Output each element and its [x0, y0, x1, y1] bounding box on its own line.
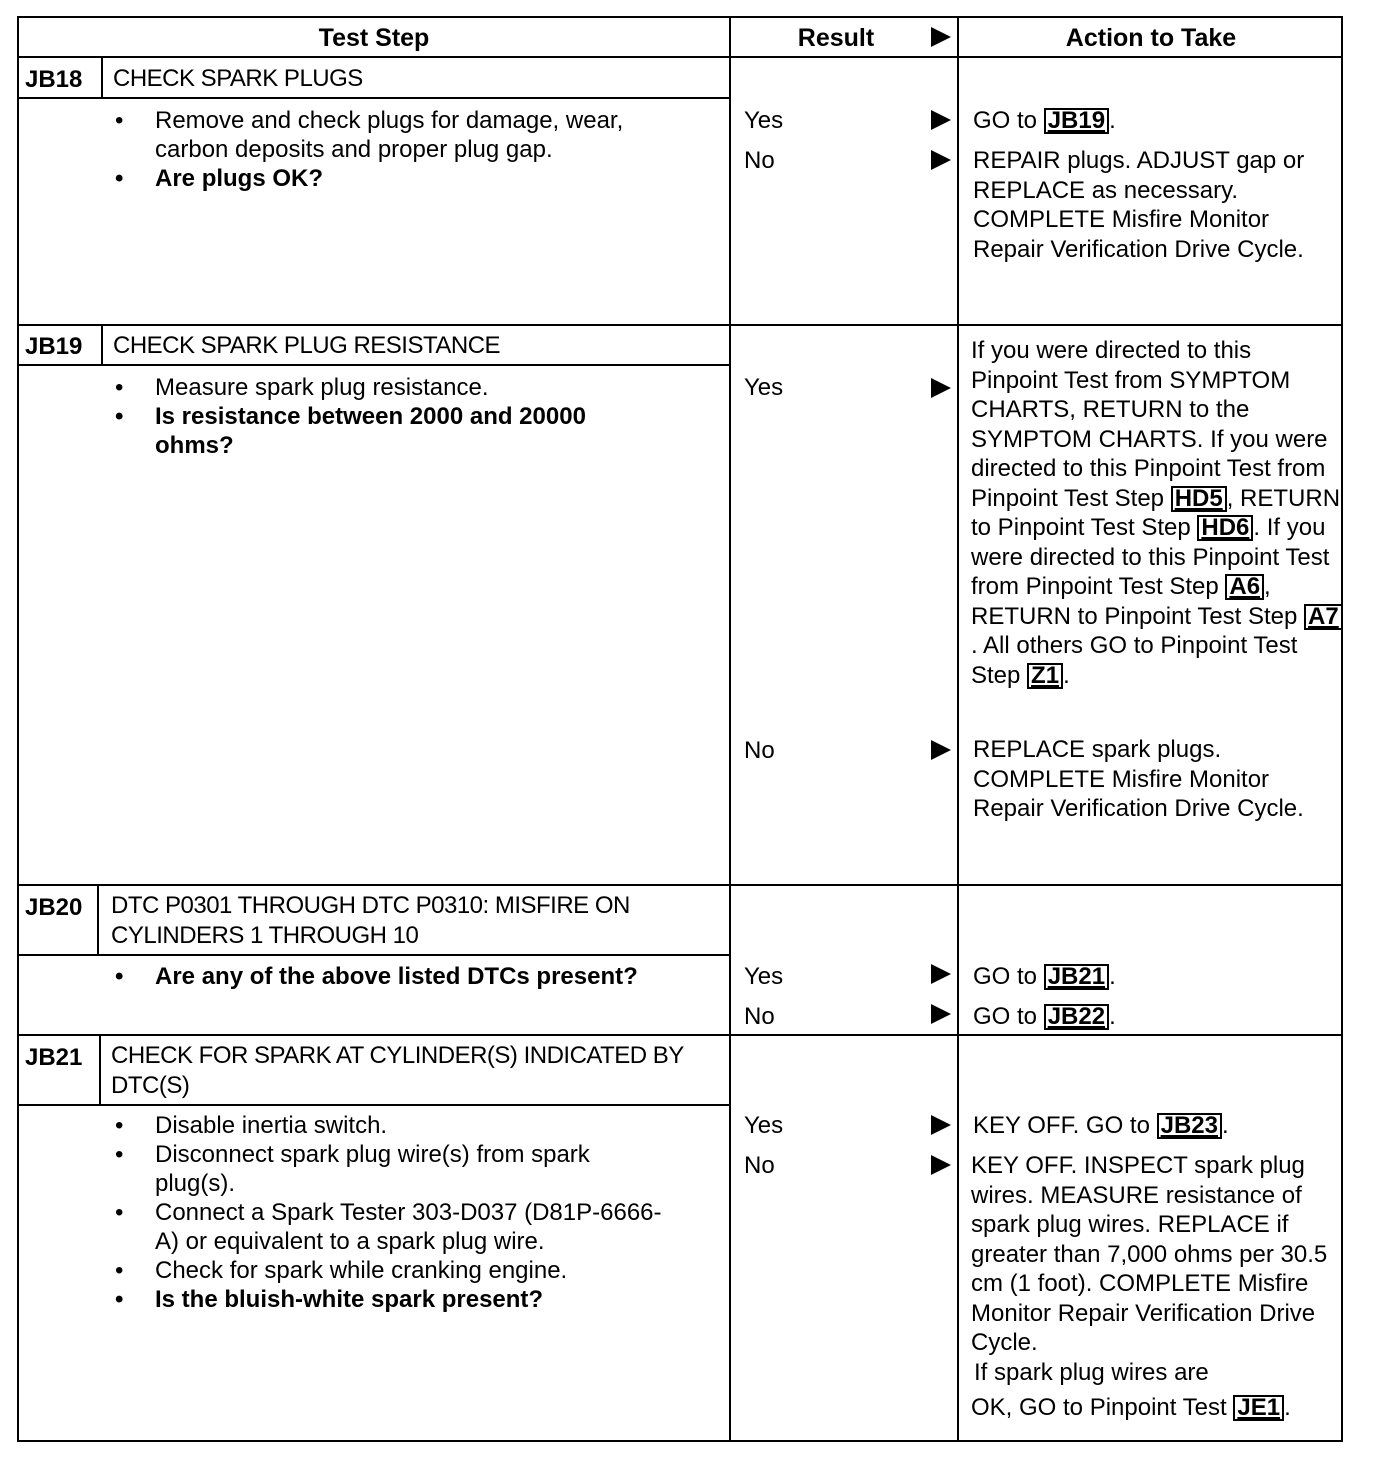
bullet-list-jb20 [103, 962, 723, 991]
step-id-jb19: JB19 [25, 333, 83, 360]
list-item: • Measure spark plug resistance. [103, 373, 643, 402]
result-no-jb19: No [744, 737, 775, 764]
arrow-icon [931, 1115, 951, 1135]
column-divider-result [729, 18, 731, 1440]
action-text: . [1109, 107, 1116, 134]
step-ref-z1[interactable]: Z1 [1027, 663, 1063, 689]
action-text: , RETURN to Pinpoint Test Step [971, 573, 1305, 630]
step-ref-jb23[interactable]: JB23 [1157, 1113, 1222, 1139]
action-text: If spark plug wires are [974, 1358, 1209, 1386]
header-result: Result [797, 24, 875, 52]
list-item: • Are plugs OK? [103, 164, 683, 193]
result-yes-jb19: Yes [744, 374, 784, 401]
row-rule [19, 1034, 1341, 1036]
column-divider-action [957, 18, 959, 1440]
action-text: . All others GO to Pinpoint Test Step [971, 632, 1298, 689]
arrow-icon [931, 110, 951, 130]
action-no-jb19: REPLACE spark plugs. COMPLETE Misfire Monitor Repair Verification Drive Cycle. [973, 736, 1304, 822]
action-text-block [971, 366, 1343, 691]
action-text: , RETURN to Pinpoint Test Step [971, 484, 1341, 541]
action-text: GO to [973, 963, 1044, 990]
action-text: KEY OFF. GO to [973, 1112, 1157, 1139]
action-yes-jb18 [973, 106, 1116, 136]
bullet-list-jb19 [103, 373, 643, 460]
arrow-icon [931, 150, 951, 170]
arrow-icon [931, 1155, 951, 1175]
step-id-jb21: JB21 [25, 1044, 83, 1071]
step-id-jb18: JB18 [25, 66, 83, 93]
step-ref-je1[interactable]: JE1 [1233, 1395, 1284, 1421]
bullet-list-jb18 [103, 106, 683, 193]
action-text: . [1284, 1394, 1291, 1421]
step-ref-a7[interactable]: A7 [1304, 604, 1343, 630]
action-yes-jb20 [973, 962, 1116, 992]
list-item: • Remove and check plugs for damage, wear, carbon deposits and proper plug gap. [103, 106, 683, 164]
action-text: GO to [973, 1003, 1044, 1030]
action-text: . [1109, 963, 1116, 990]
action-text: . [1063, 661, 1070, 689]
step-ref-jb22[interactable]: JB22 [1044, 1004, 1109, 1030]
action-text-block [971, 1393, 1343, 1423]
id-divider-jb18 [101, 58, 103, 98]
arrow-icon [931, 964, 951, 984]
id-divider-jb19 [101, 326, 103, 364]
result-yes-jb21: Yes [744, 1112, 784, 1139]
step-ref-jb21[interactable]: JB21 [1044, 964, 1109, 990]
action-text: Pinpoint Test from SYMPTOM CHARTS, RETURN to the SYMPTOM CHARTS. If you were directed to this Pinpoint Test from Pinpoint Test Step [971, 366, 1328, 512]
step-ref-hd6[interactable]: HD6 [1197, 515, 1253, 541]
header-rule [19, 56, 1341, 58]
list-item: • Is resistance between 2000 and 20000 ohms? [103, 402, 643, 460]
arrow-icon [931, 1004, 951, 1024]
arrow-icon [931, 378, 951, 398]
action-no-jb21 [971, 1151, 1343, 1423]
header-test-step: Test Step [318, 24, 430, 52]
result-no-jb20: No [744, 1003, 775, 1030]
header-arrow-icon [931, 27, 951, 47]
id-divider-jb20 [97, 886, 99, 954]
result-yes-jb18: Yes [744, 107, 784, 134]
action-text: If you were directed to this [971, 337, 1252, 364]
list-item: • Disable inertia switch. [103, 1111, 673, 1140]
step-title-jb18: CHECK SPARK PLUGS [113, 65, 363, 92]
action-text: KEY OFF. INSPECT spark plug wires. MEASURE resistance of spark plug wires. REPLACE if greater than 7,000 ohms per 30.5 cm (1 foot). COMPLETE Misfire Monitor Repair Verification Drive Cycle. [971, 1152, 1328, 1356]
diagnostic-table [17, 16, 1343, 1442]
action-no-jb20 [973, 1002, 1116, 1032]
result-no-jb21: No [744, 1152, 775, 1179]
arrow-icon [931, 740, 951, 760]
action-text: OK, GO to Pinpoint Test [971, 1394, 1234, 1421]
step-title-jb19: CHECK SPARK PLUG RESISTANCE [113, 332, 501, 359]
header-action: Action to Take [1065, 24, 1237, 52]
action-no-jb18: REPAIR plugs. ADJUST gap or REPLACE as necessary. COMPLETE Misfire Monitor Repair Verification Drive Cycle. [973, 147, 1305, 263]
row-rule [19, 884, 1341, 886]
title-rule-jb18 [19, 97, 729, 99]
bullet-list-jb21 [103, 1111, 673, 1314]
step-id-jb20: JB20 [25, 894, 83, 921]
list-item: • Connect a Spark Tester 303-D037 (D81P-6666-A) or equivalent to a spark plug wire. [103, 1198, 673, 1256]
step-title-jb20: DTC P0301 THROUGH DTC P0310: MISFIRE ON CYLINDERS 1 THROUGH 10 [111, 892, 630, 949]
action-text: GO to [973, 107, 1044, 134]
list-item: • Check for spark while cranking engine. [103, 1256, 673, 1285]
step-ref-a6[interactable]: A6 [1225, 574, 1264, 600]
step-ref-hd5[interactable]: HD5 [1171, 486, 1227, 512]
title-rule-jb20 [19, 954, 729, 956]
result-yes-jb20: Yes [744, 963, 784, 990]
id-divider-jb21 [99, 1036, 101, 1104]
action-text: . If you were directed to this Pinpoint Test from Pinpoint Test Step [971, 514, 1330, 600]
list-item: • Are any of the above listed DTCs present? [103, 962, 723, 991]
row-rule [19, 324, 1341, 326]
list-item: • Disconnect spark plug wire(s) from spark plug(s). [103, 1140, 673, 1198]
step-title-jb21: CHECK FOR SPARK AT CYLINDER(S) INDICATED BY DTC(S) [111, 1042, 684, 1099]
title-rule-jb19 [19, 364, 729, 366]
step-ref-jb19[interactable]: JB19 [1044, 108, 1109, 134]
action-text: . [1109, 1003, 1116, 1030]
action-yes-jb21 [973, 1111, 1229, 1141]
title-rule-jb21 [19, 1104, 729, 1106]
list-item: • Is the bluish-white spark present? [103, 1285, 673, 1314]
action-yes-jb19 [971, 336, 1343, 690]
action-text: . [1221, 1112, 1229, 1139]
result-no-jb18: No [744, 147, 775, 174]
